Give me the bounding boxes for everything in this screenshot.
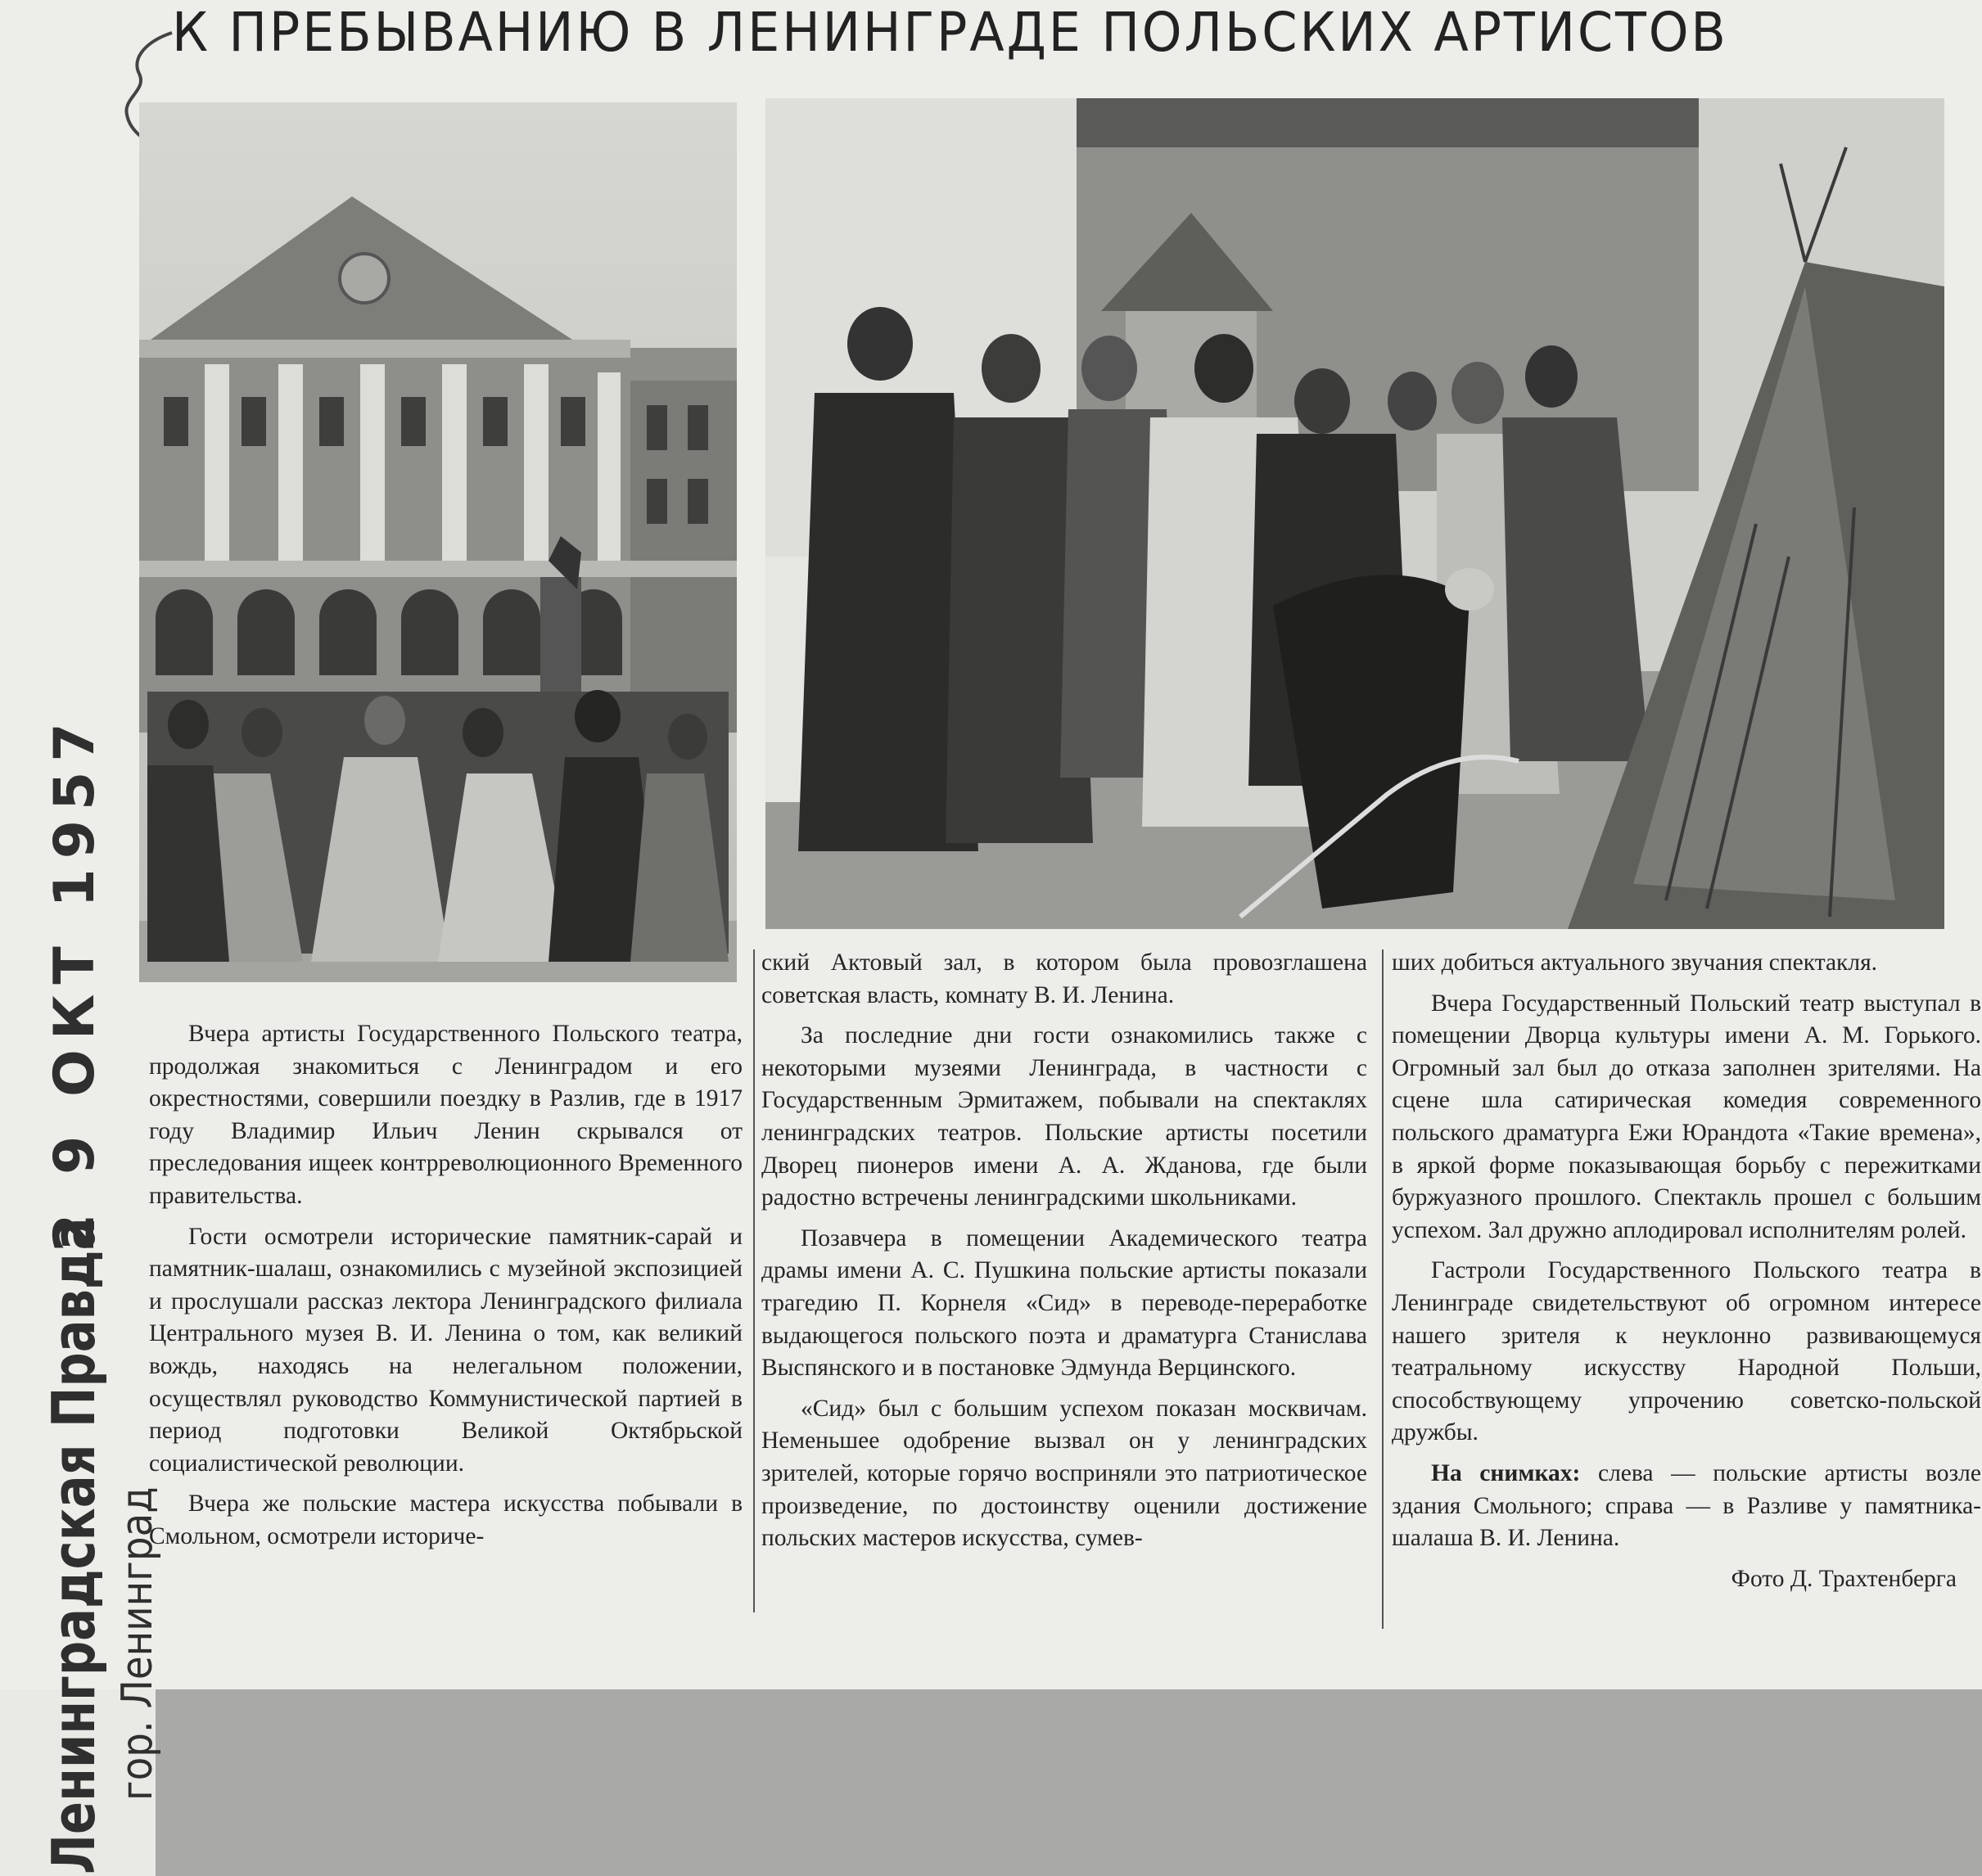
paragraph: ский Актовый зал, в котором была провозглашена советская власть, комнату В. И. Ленина.	[761, 949, 1367, 1008]
article-column-2	[761, 947, 1367, 1563]
photo-smolny	[139, 102, 737, 982]
article-column-1	[149, 1018, 743, 1562]
article-column-3	[1392, 947, 1981, 1603]
paragraph: Позавчера в помещении Академического театра драмы имени А. С. Пушкина польские артисты показали трагедию П. Корнеля «Сид» в переводе-переработке выдающегося польского поэта и драматурга Станислава Выспянского и в постановке Эдмунда Верцинского.	[761, 1224, 1367, 1382]
photo-caption	[1392, 1458, 1981, 1555]
paragraph: Гости осмотрели исторические памятник-сарай и памятник-шалаш, ознакомились с музейной экспозицией и прослушали рассказ лектора Ленинградского филиала Центрального музея В. И. Ленина о том, как великий вождь, находясь на нелегальном положении, осуществлял руководство Коммунистической партией в период подготовки Великой Октябрьской социалистической революции.	[149, 1223, 743, 1477]
column-divider	[753, 949, 755, 1612]
photo-credit: Фото Д. Трахтенберга	[1731, 1565, 1957, 1592]
paragraph: Вчера артисты Государственного Польского театра, продолжая знакомиться с Ленинградом и его окрестностями, совершили поездку в Разлив, где в 1917 году Владимир Ильич Ленин скрывался от преследования ищеек контрреволюционного Временного правительства.	[149, 1021, 743, 1209]
paragraph: Вчера же польские мастера искусства побывали в Смольном, осмотрели историче-	[149, 1490, 743, 1549]
caption-text: слева — польские артисты возле здания Смольного; справа — в Разливе у памятника-шалаша В. И. Ленина.	[1392, 1459, 1981, 1552]
paragraph: За последние дни гости ознакомились также с некоторыми музеями Ленинграда, в частности с Государственным Эрмитажем, побывали на спектаклях ленинградских театров. Польские артисты посетили Дворец пионеров имени А. А. Жданова, где были радостно встречены ленинградскими школьниками.	[761, 1022, 1367, 1211]
date-stamp: 2 9 ОКТ 1957	[43, 713, 107, 1252]
mount-backing	[156, 1689, 1982, 1876]
caption-label: На снимках:	[1431, 1459, 1581, 1486]
newspaper-city: гор. Ленинград	[113, 1486, 162, 1801]
paragraph: Вчера Государственный Польский театр выступал в помещении Дворца культуры имени А. М. Горького. Огромный зал был до отказа заполнен зрителями. На сцене шла сатирическая комедия современного польского драматурга Ежи Юрандота «Такие времена», в яркой форме показывающая борьбу с пережитками буржуазного прошлого. Спектакль прошел с большим успехом. Зал дружно аплодировал исполнителям ролей.	[1392, 990, 1981, 1243]
newspaper-name: Ленинградская Правда	[39, 1217, 108, 1874]
paragraph: Гастроли Государственного Польского театра в Ленинграде свидетельствуют об огромном интересе нашего зрителя к неуклонно развивающемуся театральному искусству Народной Польши, способствующему упрочению советско-польской дружбы.	[1392, 1257, 1981, 1446]
column-divider	[1382, 949, 1384, 1629]
article-headline: К ПРЕБЫВАНИЮ В ЛЕНИНГРАДЕ ПОЛЬСКИХ АРТИСТОВ	[172, 1, 1728, 64]
paragraph: ших добиться актуального звучания спектакля.	[1392, 949, 1878, 976]
paragraph: «Сид» был с большим успехом показан москвичам. Неменьшее одобрение вызвал он у ленинградских зрителей, которые горячо восприняли это патриотическое произведение, по достоинству оценили достижение польских мастеров искусства, сумев-	[761, 1395, 1367, 1552]
photo-razliv-shalash	[765, 98, 1944, 929]
